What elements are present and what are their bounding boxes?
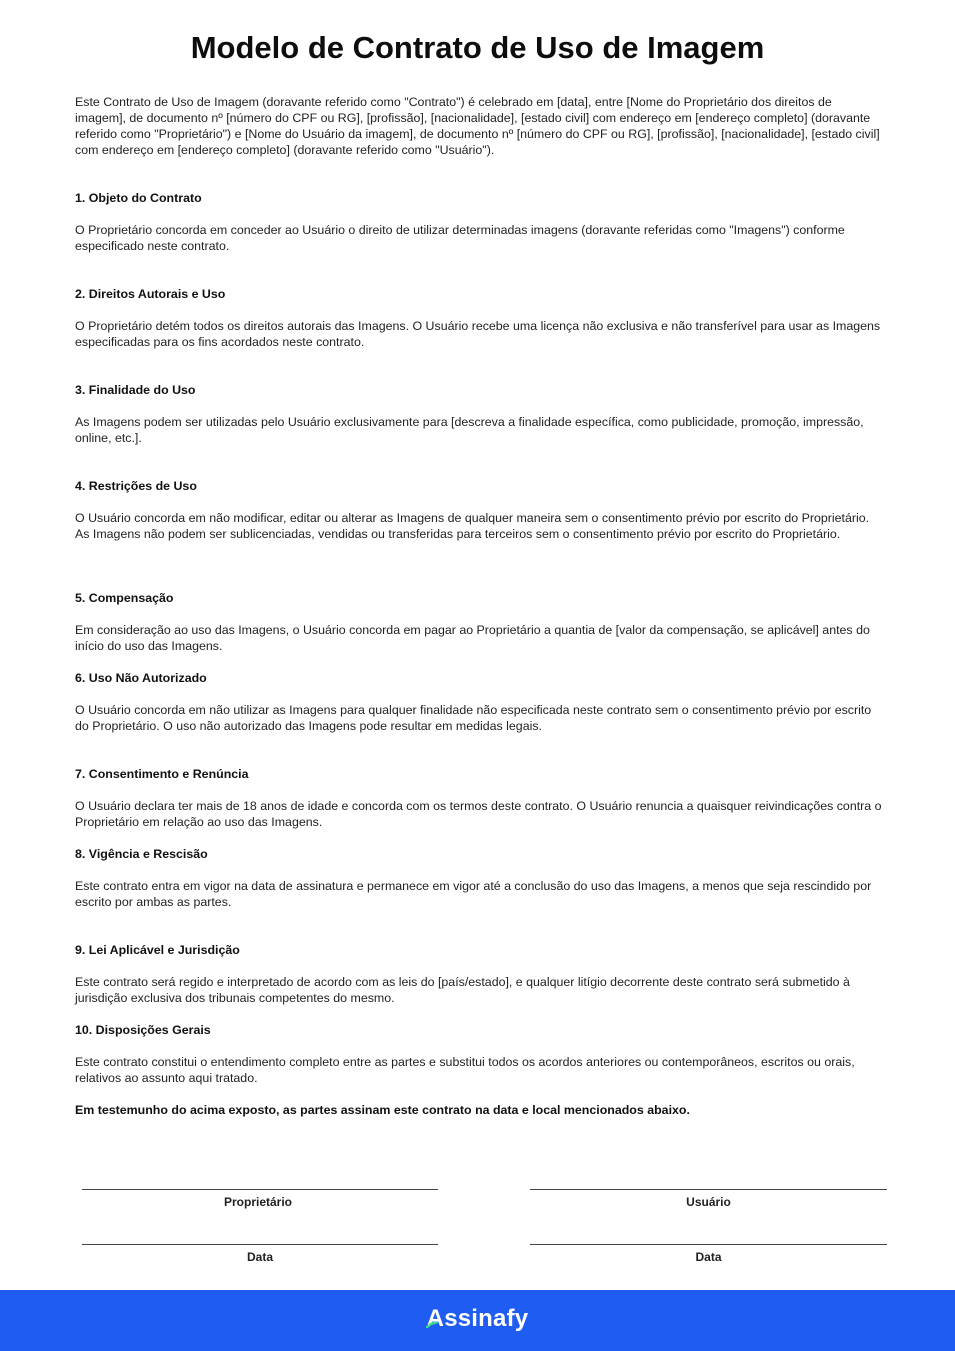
user-signature-line [530, 1189, 887, 1190]
owner-signature-label: Proprietário [223, 1195, 292, 1209]
section-heading-uso-nao-autorizado: 6. Uso Não Autorizado [75, 671, 207, 685]
section-heading-objeto: 1. Objeto do Contrato [75, 191, 202, 205]
logo-wordmark: ssinafy [444, 1305, 529, 1332]
user-date-line [530, 1244, 887, 1245]
section-body-disposicoes: Este contrato constitui o entendimento completo entre as partes e substitui todos os acordos anteriores ou contemporâneos, escritos ou orais, relativos ao assunto aqui tratado. [75, 1055, 855, 1085]
section-heading-restricoes: 4. Restrições de Uso [75, 479, 197, 493]
section-body-consentimento: O Usuário declara ter mais de 18 anos de idade e concorda com os termos deste contrato. O Usuário renuncia a quaisquer reivindicações contra o Proprietário em relação ao uso das Imagens. [75, 799, 882, 829]
section-heading-finalidade: 3. Finalidade do Uso [75, 383, 196, 397]
section-body-finalidade: As Imagens podem ser utilizadas pelo Usuário exclusivamente para [descreva a finalidade específica, como publicidade, promoção, impressão, online, etc.]. [75, 415, 864, 445]
owner-date-line [82, 1244, 438, 1245]
section-body-direitos: O Proprietário detém todos os direitos autorais das Imagens. O Usuário recebe uma licença não exclusiva e não transferível para usar as Imagens especificadas para os fins acordados neste contrato. [75, 319, 881, 349]
section-heading-direitos: 2. Direitos Autorais e Uso [75, 287, 226, 301]
section-body-restricoes: O Usuário concorda em não modificar, editar ou alterar as Imagens de qualquer maneira sem o consentimento prévio por escrito do Proprietário. As Imagens não podem ser sublicenciadas, vendidas ou transferidas para terceiros sem o consentimento prévio por escrito do Proprietário. [75, 511, 870, 541]
section-heading-consentimento: 7. Consentimento e Renúncia [75, 767, 249, 781]
brand-footer [0, 1290, 955, 1351]
logo-mark [427, 1305, 445, 1333]
user-signature-label: Usuário [686, 1195, 731, 1209]
owner-signature-line [82, 1189, 438, 1190]
logo-first-letter: A [426, 1305, 445, 1332]
section-body-vigencia: Este contrato entra em vigor na data de assinatura e permanece em vigor até a conclusão do uso das Imagens, a menos que seja rescindido por escrito por ambas as partes. [75, 879, 872, 909]
section-body-uso-nao-autorizado: O Usuário concorda em não utilizar as Imagens para qualquer finalidade não especificada neste contrato sem o consentimento prévio por escrito do Proprietário. O uso não autorizado das Imagens pode resultar em medidas legais. [75, 703, 872, 733]
section-body-compensacao: Em consideração ao uso das Imagens, o Usuário concorda em pagar ao Proprietário a quantia de [valor da compensação, se aplicável] antes do início do uso das Imagens. [75, 623, 870, 653]
section-heading-disposicoes: 10. Disposições Gerais [75, 1023, 211, 1037]
owner-date-label: Data [246, 1250, 273, 1264]
section-body-objeto: O Proprietário concorda em conceder ao Usuário o direito de utilizar determinadas imagens (doravante referidas como "Imagens") conforme especificado neste contrato. [75, 223, 845, 253]
logo-accent-icon [426, 1322, 438, 1328]
user-date-label: Data [695, 1250, 722, 1264]
intro-paragraph: Este Contrato de Uso de Imagem (doravante referido como "Contrato") é celebrado em [data], entre [Nome do Proprietário dos direitos de imagem], de documento nº [número do CPF ou RG], [profissão], [nacionalidade], [estado civil] com endereço em [endereço completo] (doravante referido como "Proprietário") e [Nome do Usuário da imagem], de documento nº [número do CPF ou RG], [profissão], [nacionalidade], [estado civil] com endereço em [endereço completo] (doravante referido como "Usuário"). [75, 95, 880, 157]
assinafy-logo [0, 1305, 955, 1333]
closing-statement: Em testemunho do acima exposto, as partes assinam este contrato na data e local mencionados abaixo. [75, 1103, 690, 1117]
section-body-lei-aplicavel: Este contrato será regido e interpretado de acordo com as leis do [país/estado], e qualquer litígio decorrente deste contrato será submetido à jurisdição exclusiva dos tribunais competentes do mesmo. [75, 975, 850, 1005]
section-heading-compensacao: 5. Compensação [75, 591, 174, 605]
section-heading-vigencia: 8. Vigência e Rescisão [75, 847, 208, 861]
section-heading-lei-aplicavel: 9. Lei Aplicável e Jurisdição [75, 943, 240, 957]
document-title: Modelo de Contrato de Uso de Imagem [190, 30, 765, 65]
